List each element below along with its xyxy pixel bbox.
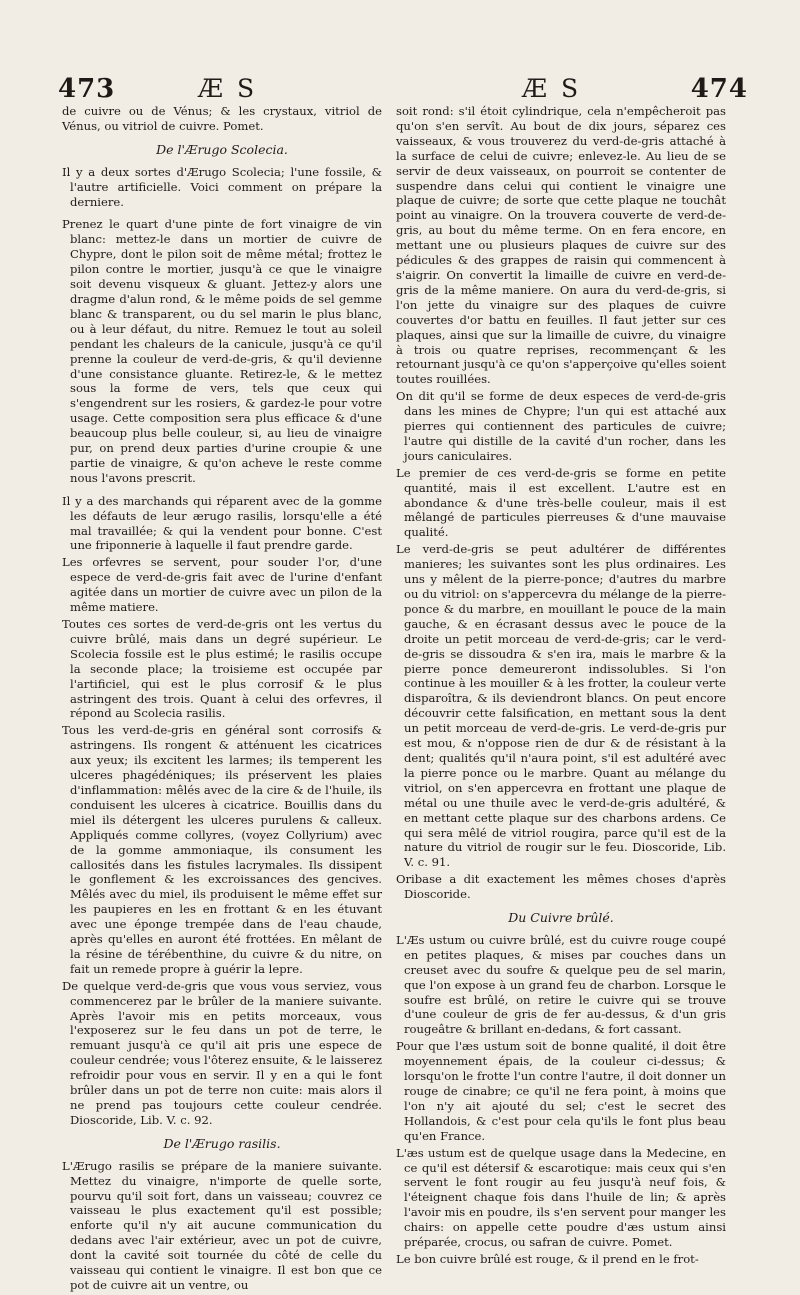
right-running-head: Æ S <box>522 74 582 103</box>
paragraph-rasilis: L'Ærugo rasilis se prépare de la maniere suivante. Mettez du vinaigre, n'importe de quelle sorte, pourvu qu'il soit fort, dans un vaisseau; couvrez ce vaisseau le plus exactement qu'il est possible; enforte qu'il n'y ait aucune communication du dedans avec l'air extérieur, avec un pot de cuivre, dont la cavité soit tournée du côté de celle du vaisseau qui contient le vinaigre. Il est bon que ce pot de cuivre ait un ventre, ou <box>62 1158 382 1292</box>
paragraph-sortes: Toutes ces sortes de verd-de-gris ont les vertus du cuivre brûlé, mais dans un degré supérieur. Le Scolecia fossile est le plus estimé; le rasilis occupe la seconde place; la troisieme est occupée par l'artificiel, qui est le plus corrosif & le plus astringent des trois. Quant à celui des orfevres, il répond au Scolecia rasilis. <box>62 617 382 721</box>
paragraph-medecine: L'æs ustum est de quelque usage dans la Medecine, en ce qu'il est détersif & escarotique: mais ceux qui s'en servent le font rougir au feu jusqu'à neuf fois, & l'éteignent chaque fois dans l'huile de lin; & après l'avoir mis en poudre, ils s'en servent pour manger les chairs: on appelle cette poudre d'æs ustum ainsi préparée, crocus, ou safran de cuivre. Pomet. <box>396 1145 726 1250</box>
left-page-number: 473 <box>58 74 116 104</box>
left-column <box>62 104 382 1295</box>
paragraph-adulterer: Le verd-de-gris se peut adultérer de différentes manieres; les suivantes sont les plus ordinaires. Les uns y mêlent de la pierre-ponce; d'autres du marbre ou du vitriol: on s'appercevra du mélange de la pierre-ponce & du marbre, en mouillant le pouce de la main gauche, & en écrasant dessus avec le pouce de la droite un petit morceau de verd-de-gris; car le verd-de-gris se dissoudra & s'en ira, mais le marbre & la pierre ponce demeureront indissolubles. Si l'on continue à les mouiller & à les frotter, la couleur verte disparoîtra, & ils deviendront blancs. On peut encore découvrir cette falsification, en mettant sous la dent un petit morceau de verd-de-gris. Le verd-de-gris pur est mou, & n'oppose rien de dur & de résistant à la dent; qualités qu'il n'aura point, s'il est adultéré avec la pierre ponce ou le marbre. Quant au mélange du vitriol, on s'en appercevra en frottant une plaque de métal ou une thuile avec le verd-de-gris adultéré, & en mettant cette plaque sur des charbons ardens. Ce qui sera mêlé de vitriol rougira, parce qu'il est de la nature du vitriol de rougir sur le feu. Dioscoride, Lib. V. c. 91. <box>396 542 726 870</box>
paragraph-scolecia-intro: Il y a deux sortes d'Ærugo Scolecia; l'une fossile, & l'autre artificielle. Voici comment on prépare la derniere. <box>62 164 382 209</box>
heading-rasilis: De l'Ærugo rasilis. <box>163 1135 281 1151</box>
paragraph-last: Le bon cuivre brûlé est rouge, & il prend en le frot- <box>396 1251 699 1266</box>
right-page-number: 474 <box>690 74 748 104</box>
paragraph-bruler: De quelque verd-de-gris que vous vous serviez, vous commencerez par le brûler de la maniere suivante. Après l'avoir mis en petits morceaux, vous l'exposerez sur le feu dans un pot de terre, le remuant jusqu'à ce qu'il ait pris une espece de couleur cendrée; vous l'ôterez ensuite, & le laisserez refroidir pour vous en servir. Il y en a qui le font brûler dans un pot de terre non cuite: mais alors il ne prend pas toujours cette couleur cendrée. Dioscoride, Lib. V. c. 92. <box>62 978 382 1127</box>
paragraph-premier: Le premier de ces verd-de-gris se forme en petite quantité, mais il est excellent. L'autre est en abondance & d'une très-belle couleur, mais il est mêlangé de particules pierreuses & d'une mauvaise qualité. <box>396 465 726 540</box>
paragraph-oribase: Oribase a dit exactement les mêmes choses d'après Dioscoride. <box>396 872 726 902</box>
left-running-head: Æ S <box>198 74 258 103</box>
paragraph-aes-ustum: L'Æs ustum ou cuivre brûlé, est du cuivre rouge coupé en petites plaques, & mises par couches dans un creuset avec du soufre & quelque peu de sel marin, que l'on expose à un grand feu de charbon. Lorsque le soufre est brûlé, on retire le cuivre qui se trouve d'une couleur de gris de fer au-dessus, & d'un gris rougeâtre & brillant en-dedans, & fort cassant. <box>396 932 726 1037</box>
right-column <box>396 104 726 1269</box>
paragraph-corrosifs: Tous les verd-de-gris en général sont corrosifs & astringens. Ils rongent & atténuent les cicatrices aux yeux; ils excitent les larmes; ils temperent les ulceres phagédéniques; ils préservent les plaies d'inflammation: mêlés avec de la cire & de l'huile, ils conduisent les ulceres à cicatrice. Bouillis dans du miel ils détergent les ulceres purulens & calleux. Appliqués comme collyres, (voyez Collyrium) avec de la gomme ammoniaque, ils consument les callosités dans les fistules lacrymales. Ils dissipent le gonflement & les excroissances des gencives. Mêlés avec du miel, ils produisent le même effet sur les paupieres en les en frottant & en les étuvant avec une éponge trempée dans de l'eau chaude, après qu'elles en auront été frottées. En mêlant de la résine de térébenthine, du cuivre & du nitre, on fait un remede propre à guérir la lepre. <box>62 723 382 976</box>
paragraph-qualite: Pour que l'æs ustum soit de bonne qualité, il doit être moyennement épais, de la couleur ci-dessus; & lorsqu'on le frotte l'un contre l'autre, il doit donner un rouge de cinabre; ce qu'il ne fera point, à moins que l'on n'y ait ajouté du sel; c'est le secret des Hollandois, & c'est pour cela qu'ils le font plus beau qu'en France. <box>396 1039 726 1143</box>
paragraph-continuation: soit rond: s'il étoit cylindrique, cela n'empêcheroit pas qu'on s'en servît. Au bout de dix jours, séparez ces vaisseaux, & vous trouverez du verd-de-gris attaché à la surface de celui de cuivre; enlevez-le. Au lieu de se servir de deux vaisseaux, on pourroit se contenter de suspendre dans celui qui contient le vinaigre une plaque de cuivre; de sorte que cette plaque ne touchât point au vinaigre. On la trouvera couverte de verd-de-gris, au bout du même terme. On en fera encore, en mettant une ou plusieurs plaques de cuivre sur des pédicules & des grappes de raisin qui commencent à s'aigrir. On convertit la limaille de cuivre en verd-de-gris de la même maniere. On aura du verd-de-gris, si l'on jette du vinaigre sur des plaques de cuivre couvertes d'or battu en feuilles. Il faut jetter sur ces plaques, ainsi que sur la limaille de cuivre, du vinaigre à trois ou quatre reprises, recommençant & les retournant jusqu'à ce qu'on s'apperçoive qu'elles soient toutes rouillées. <box>396 104 726 387</box>
paragraph-orfevres: Les orfevres se servent, pour souder l'or, d'une espece de verd-de-gris fait avec de l'urine d'enfant agitée dans un mortier de cuivre avec un pilon de la même matiere. <box>62 555 382 615</box>
paragraph-marchands: Il y a des marchands qui réparent avec de la gomme les défauts de leur ærugo rasilis, lorsqu'elle a été mal travaillée; & qui la vendent pour bonne. C'est une friponnerie à laquelle il faut prendre garde. <box>62 493 382 553</box>
page-header <box>58 74 748 104</box>
heading-cuivre-brule: Du Cuivre brûlé. <box>508 910 614 926</box>
heading-scolecia: De l'Ærugo Scolecia. <box>156 141 288 157</box>
paragraph-chypre: On dit qu'il se forme de deux especes de verd-de-gris dans les mines de Chypre; l'un qui est attaché aux pierres qui contiennent des particules de cuivre; l'autre qui distille de la cavité d'un rocher, dans les jours caniculaires. <box>396 389 726 463</box>
paragraph-intro: de cuivre ou de Vénus; & les crystaux, vitriol de Vénus, ou vitriol de cuivre. Pomet. <box>62 104 382 133</box>
paragraph-scolecia-recipe: Prenez le quart d'une pinte de fort vinaigre de vin blanc: mettez-le dans un mortier de cuivre de Chypre, dont le pilon soit de même métal; frottez le pilon contre le mortier, jusqu'à ce que le vinaigre soit devenu visqueux & gluant. Jettez-y alors une dragme d'alun rond, & le même poids de sel gemme blanc & transparent, ou du sel marin le plus blanc, ou à leur défaut, du nitre. Remuez le tout au soleil pendant les chaleurs de la canicule, jusqu'à ce qu'il prenne la couleur de verd-de-gris, & qu'il devienne d'une consistance gluante. Retirez-le, & le mettez sous la forme de vers, tels que ceux qui s'engendrent sur les rosiers, & gardez-le pour votre usage. Cette composition sera plus efficace & d'une beaucoup plus belle couleur, si, au lieu de vinaigre pur, on prend deux parties d'urine croupie & une partie de vinaigre, & qu'on acheve le reste comme nous l'avons prescrit. <box>62 217 382 485</box>
